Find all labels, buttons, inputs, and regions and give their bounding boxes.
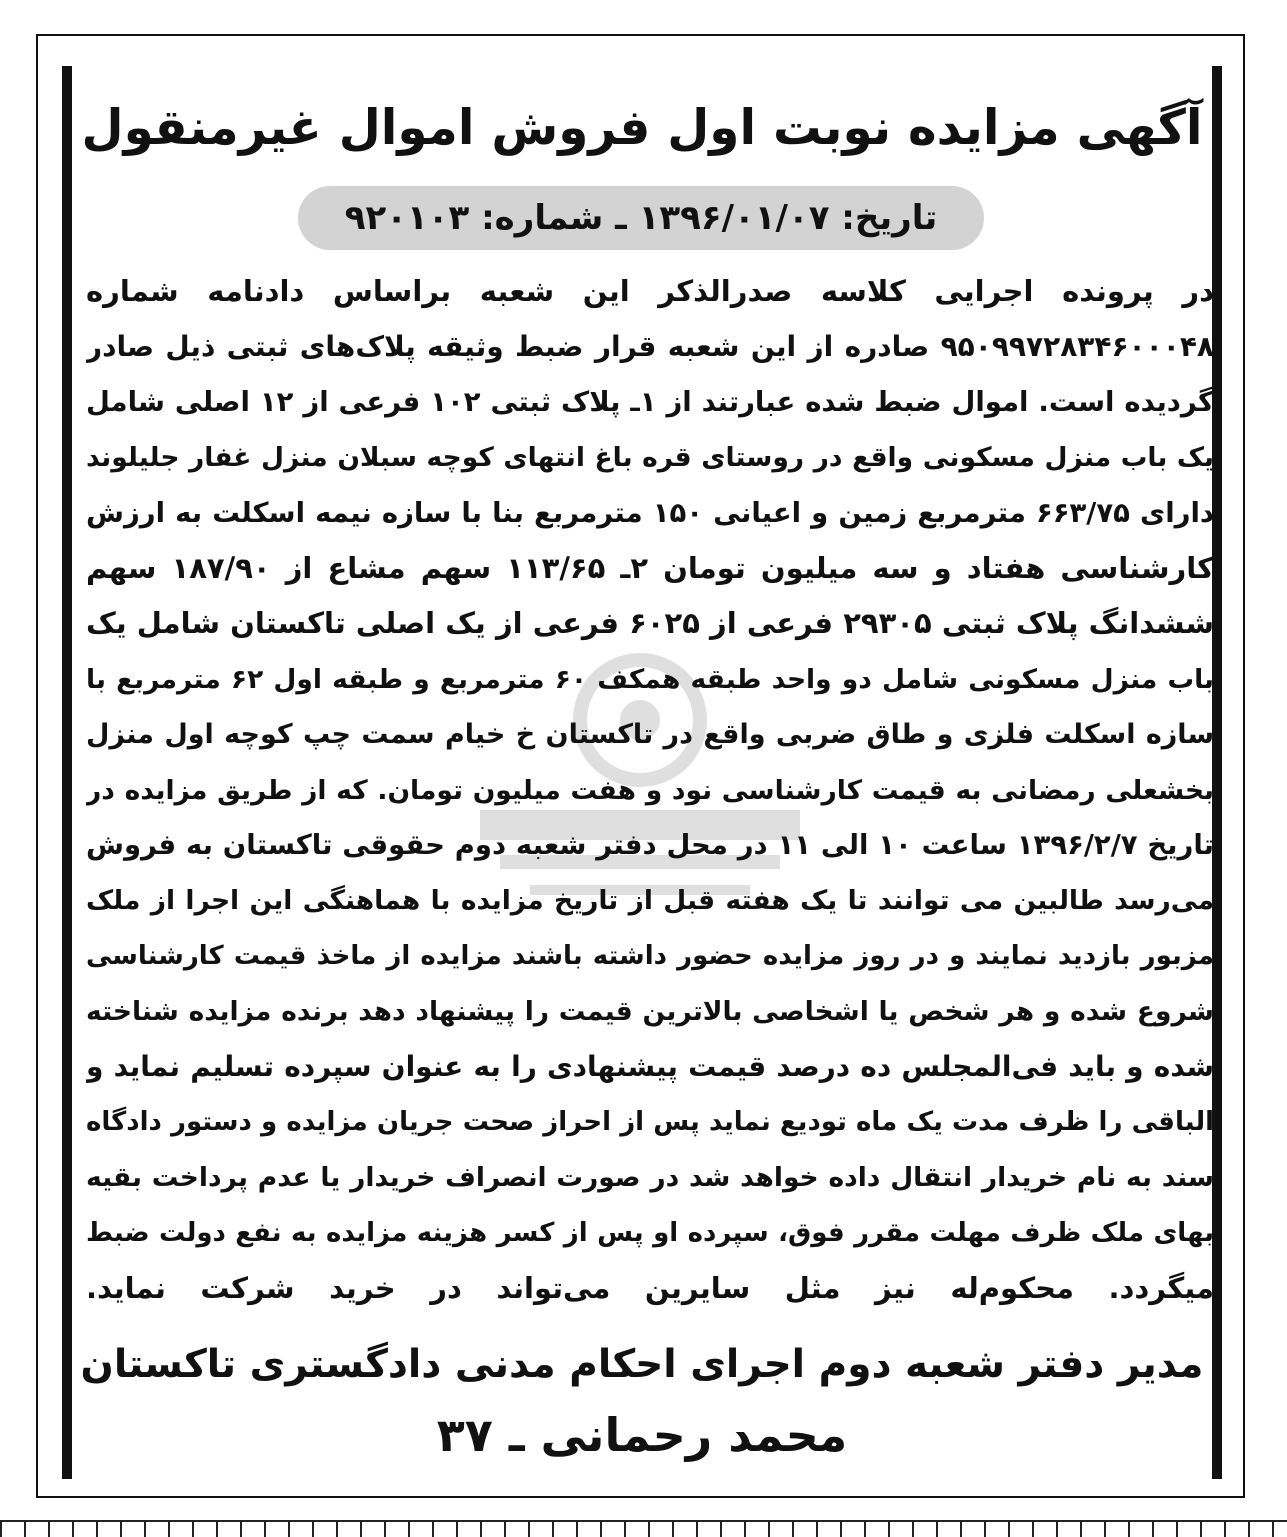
body-line: سازه اسکلت فلزی و طاق ضربی واقع در تاکستان خ خیام سمت چپ کوچه اول منزل — [86, 719, 1214, 751]
body-line: بخشعلی رمضانی به قیمت کارشناسی نود و هفت میلیون تومان. که از طریق مزایده در — [86, 774, 1214, 806]
body-line: شده و باید فی‌المجلس ده درصد قیمت پیشنهادی را به عنوان سپرده تسلیم نماید و — [86, 1050, 1214, 1084]
body-line: مزبور بازدید نمایند و در روز مزایده حضور داشته باشند مزایده از ماخذ قیمت کارشناسی — [86, 940, 1214, 971]
body-line: بهای ملک ظرف مهلت مقرر فوق، سپرده او پس از کسر هزینه مزایده به نفع دولت ضبط — [86, 1217, 1214, 1248]
date-number-badge: تاریخ: ۱۳۹۶/۰۱/۰۷ ـ شماره: ۹۲۰۱۰۳ — [298, 186, 984, 250]
body-line: سند به نام خریدار انتقال داده خواهد شد در صورت انصراف خریدار یا عدم پرداخت بقیه — [86, 1162, 1214, 1194]
notice-body — [86, 264, 1214, 1316]
body-line: ششدانگ پلاک ثبتی ۲۹۳۰۵ فرعی از ۶۰۲۵ فرعی از یک اصلی تاکستان شامل یک — [86, 606, 1214, 641]
signature-office: مدیر دفتر شعبه دوم اجرای احکام مدنی دادگستری تاکستان — [80, 1342, 1204, 1387]
body-line: کارشناسی هفتاد و سه میلیون تومان ۲ـ ۱۱۳/۶۵ سهم مشاع از ۱۸۷/۹۰ سهم — [86, 550, 1214, 585]
body-line: در پرونده اجرایی کلاسه صدرالذکر این شعبه براساس دادنامه شماره — [86, 274, 1214, 308]
body-line: می‌رسد طالبین می توانند تا یک هفته قبل از تاریخ مزایده با هماهنگی این اجرا از ملک — [86, 885, 1214, 917]
body-line: دارای ۶۶۳/۷۵ مترمربع زمین و اعیانی ۱۵۰ مترمربع بنا با سازه نیمه اسکلت به ارزش — [86, 496, 1214, 529]
signature-name: محمد رحمانی ـ ۳۷ — [436, 1408, 848, 1462]
body-line: میگردد. محکوم‌له نیز مثل سایرین می‌تواند در خرید شرکت نماید. — [86, 1271, 1214, 1306]
notice-title: آگهی مزایده نوبت اول فروش اموال غیرمنقول — [81, 100, 1203, 156]
body-line: باب منزل مسکونی شامل دو واحد طبقه همکف ۶۰ مترمربع و طبقه اول ۶۲ مترمربع با — [86, 663, 1214, 695]
body-line: تاریخ ۱۳۹۶/۲/۷ ساعت ۱۰ الی ۱۱ در محل دفتر شعبه دوم حقوقی تاکستان به فروش — [86, 828, 1214, 861]
body-line: یک باب منزل مسکونی واقع در روستای قره باغ انتهای کوچه سبلان منزل غفار جلیلوند — [86, 442, 1214, 474]
body-line: شروع شده و هر شخص یا اشخاصی بالاترین قیمت را پیشنهاد دهد برنده مزایده شناخته — [86, 996, 1214, 1028]
body-line: الباقی را ظرف مدت یک ماه تودیع نماید پس از احراز صحت جریان مزایده و دستور دادگاه — [86, 1106, 1214, 1137]
bottom-ruler-ticks — [0, 1522, 1287, 1537]
body-line: ۹۵۰۹۹۷۲۸۳۴۶۰۰۰۴۸ صادره از این شعبه قرار ضبط وثیقه پلاک‌های ثبتی ذیل صادر — [86, 330, 1214, 364]
body-line: گردیده است. اموال ضبط شده عبارتند از ۱ـ پلاک ثبتی ۱۰۲ فرعی از ۱۲ اصلی شامل — [86, 385, 1214, 418]
